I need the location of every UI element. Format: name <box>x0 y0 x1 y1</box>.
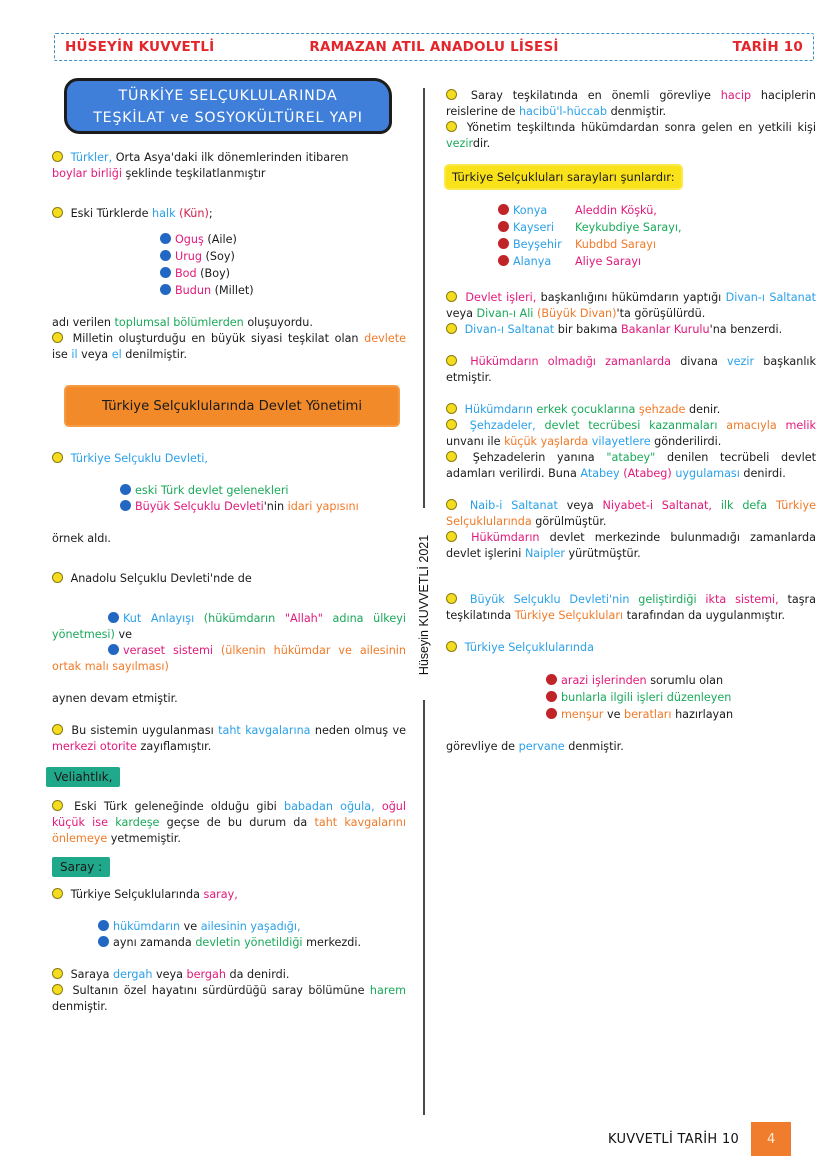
section-title-devlet-yonetimi: Türkiye Selçuklularında Devlet Yönetimi <box>66 387 398 425</box>
header-school: RAMAZAN ATIL ANADOLU LİSESİ <box>309 39 559 55</box>
page-number-badge: 4 <box>751 1122 791 1156</box>
paragraph-sehzade: Hükümdarın erkek çocuklarına şehzade denir. <box>446 402 816 418</box>
yellow-bullet-icon <box>446 641 457 652</box>
paragraph-naib: Naib-i Saltanat veya Niyabet-i Saltanat, ilk defa Türkiye Selçuklularında görülmüştür. <box>446 499 817 528</box>
list-item: Bod (Boy) <box>160 265 406 282</box>
blue-bullet-icon <box>108 644 119 655</box>
tag-veliahtlik: Veliahtlık, <box>46 767 120 787</box>
yellow-bullet-icon <box>52 452 63 463</box>
page-title: TÜRKİYE SELÇUKLULARINDA TEŞKİLAT ve SOSYOKÜLTÜREL YAPI <box>64 78 392 134</box>
header-subject: TARİH 10 <box>732 39 803 55</box>
blue-bullet-icon <box>160 250 171 261</box>
yellow-bullet-icon <box>446 419 457 430</box>
blue-bullet-icon <box>98 936 109 947</box>
paragraph-aynen: aynen devam etmiştir. <box>52 692 178 705</box>
paragraph-turkiye-selcuklularinda: Türkiye Selçuklularında <box>446 640 816 656</box>
blue-bullet-icon <box>98 920 109 931</box>
list-item: Beyşehir Kubdbd Sarayı <box>498 236 816 253</box>
social-units-list <box>52 231 406 299</box>
red-bullet-icon <box>546 708 557 719</box>
blue-bullet-icon <box>160 284 171 295</box>
yellow-bullet-icon <box>446 593 457 604</box>
paragraph-dergah: Saraya dergah veya bergah da denirdi. <box>52 967 406 983</box>
list-item: eski Türk devlet gelenekleri <box>120 483 406 499</box>
yellow-bullet-icon <box>446 499 457 510</box>
blue-bullet-icon <box>160 267 171 278</box>
paragraph-divan: Divan-ı Saltanat bir bakıma Bakanlar Kurulu'na benzerdi. <box>446 322 816 338</box>
red-bullet-icon <box>498 255 509 266</box>
page-footer <box>608 1122 791 1156</box>
paragraph-ornek: örnek aldı. <box>52 532 111 545</box>
yellow-bullet-icon <box>446 355 457 366</box>
list-item: Urug (Soy) <box>160 248 406 265</box>
paragraph-halk: Eski Türklerde halk (Kün); <box>52 206 406 222</box>
header-author: HÜSEYİN KUVVETLİ <box>65 39 215 55</box>
paragraph-turkiye-selcuklu: Türkiye Selçuklu Devleti, <box>52 451 406 467</box>
yellow-bullet-icon <box>52 800 63 811</box>
column-divider-bottom <box>423 700 425 1115</box>
yellow-bullet-icon <box>52 572 63 583</box>
yellow-bullet-icon <box>446 323 457 334</box>
blue-bullet-icon <box>120 500 131 511</box>
yellow-bullet-icon <box>52 151 63 162</box>
yellow-bullet-icon <box>446 451 457 462</box>
paragraph-divana-vezir: Hükümdarın olmadığı zamanlarda divana vezir başkanlık etmiştir. <box>446 355 817 384</box>
list-item: Kayseri Keykubdiye Sarayı, <box>498 219 816 236</box>
right-column <box>446 88 816 755</box>
paragraph-kut: Kut Anlayışı (hükümdarın "Allah" adına ülkeyi yönetmesi) ve <box>52 612 406 641</box>
vertical-credit: Hüseyin KUVVETLİ 2021 <box>417 534 432 676</box>
list-item: Konya Aleddin Köşkü, <box>498 202 816 219</box>
red-bullet-icon <box>546 691 557 702</box>
page-header <box>54 33 814 61</box>
paragraph-eski-turk: Eski Türk geleneğinde olduğu gibi babadan oğula, oğul küçük ise kardeşe geçse de bu durum da taht kavgalarını önlemeye yetmemiştir. <box>52 800 406 845</box>
paragraph-sehzadeler: Şehzadeler, devlet tecrübesi kazanmaları amacıyla melik unvanı ile küçük yaşlarda vilayetlere gönderilirdi. <box>446 419 816 448</box>
list-item: arazi işlerinden sorumlu olan <box>546 672 816 689</box>
list-item: hükümdarın ve ailesinin yaşadığı, <box>98 919 406 935</box>
yellow-bullet-icon <box>52 724 63 735</box>
red-bullet-icon <box>498 221 509 232</box>
tag-saray: Saray : <box>52 857 110 877</box>
paragraph-turkler: Türkler, Orta Asya'daki ilk dönemlerinden itibaren boylar birliği şeklinde teşkilatlanmıştır <box>52 151 349 180</box>
blue-bullet-icon <box>120 484 131 495</box>
list-item: Oguş (Aile) <box>160 231 406 248</box>
paragraph-millet: Milletin oluşturduğu en büyük siyasi teşkilat olan devlete ise il veya el denilmiştir. <box>52 332 406 361</box>
paragraph-hacip: Saray teşkilatında en önemli görevliye hacip haciplerin reislerine de hacibü'l-hüccab denmiştir. <box>446 89 817 118</box>
yellow-bullet-icon <box>446 531 457 542</box>
paragraph-devlet-isleri: Devlet işleri, başkanlığını hükümdarın yaptığı Divan-ı Saltanat veya Divan-ı Ali (Büyük Divan)'ta görüşülürdü. <box>446 291 816 320</box>
paragraph-vezir: Yönetim teşkiltında hükümdardan sonra gelen en yetkili kişi vezirdir. <box>446 121 816 150</box>
yellow-bullet-icon <box>52 207 63 218</box>
palaces-list <box>446 202 816 270</box>
paragraph-atabey: Şehzadelerin yanına "atabey" denilen tecrübeli devlet adamları verilirdi. Buna Atabey (Atabeg) uygulaması denirdi. <box>446 451 817 480</box>
paragraph-saray: Türkiye Selçuklularında saray, <box>52 887 406 903</box>
list-item: aynı zamanda devletin yönetildiği merkezdi. <box>98 935 406 951</box>
paragraph-harem: Sultanın özel hayatını sürdürdüğü saray bölümüne harem denmiştir. <box>52 984 406 1013</box>
paragraph-ikta: Büyük Selçuklu Devleti'nin geliştirdiği ikta sistemi, taşra teşkilatında Türkiye Selçukluları tarafından da uygulanmıştır. <box>446 593 817 622</box>
list-item: Budun (Millet) <box>160 282 406 299</box>
column-divider-top <box>423 88 425 508</box>
blue-bullet-icon <box>108 612 119 623</box>
pervane-list <box>446 672 816 723</box>
saray-list <box>52 919 406 951</box>
highlight-palaces-title: Türkiye Selçukluları sarayları şunlardır: <box>446 166 681 188</box>
yellow-bullet-icon <box>446 89 457 100</box>
yellow-bullet-icon <box>52 968 63 979</box>
paragraph-pervane: görevliye de pervane denmiştir. <box>446 740 624 753</box>
yellow-bullet-icon <box>446 403 457 414</box>
left-column <box>52 78 406 1015</box>
list-item: menşur ve beratları hazırlayan <box>546 706 816 723</box>
yellow-bullet-icon <box>446 291 457 302</box>
red-bullet-icon <box>498 204 509 215</box>
red-bullet-icon <box>498 238 509 249</box>
paragraph-naipler: Hükümdarın devlet merkezinde bulunmadığı zamanlarda devlet işlerini Naipler yürütmüştür. <box>446 531 816 560</box>
list-item: Alanya Aliye Sarayı <box>498 253 816 270</box>
footer-label: KUVVETLİ TARİH 10 <box>608 1131 740 1147</box>
paragraph-veraset: veraset sistemi (ülkenin hükümdar ve ailesinin ortak malı sayılması) <box>52 644 407 673</box>
yellow-bullet-icon <box>52 888 63 899</box>
blue-bullet-icon <box>160 233 171 244</box>
list-item: bunlarla ilgili işleri düzenleyen <box>546 689 816 706</box>
red-bullet-icon <box>546 674 557 685</box>
models-list <box>52 483 406 515</box>
list-item: Büyük Selçuklu Devleti'nin idari yapısını <box>120 499 406 515</box>
yellow-bullet-icon <box>52 984 63 995</box>
yellow-bullet-icon <box>446 121 457 132</box>
paragraph-anadolu: Anadolu Selçuklu Devleti'nde de <box>52 571 406 587</box>
paragraph-toplumsal: adı verilen toplumsal bölümlerden oluşuyordu. <box>52 316 313 329</box>
yellow-bullet-icon <box>52 332 63 343</box>
paragraph-bu-sistem: Bu sistemin uygulanması taht kavgalarına neden olmuş ve merkezi otorite zayıflamıştır. <box>52 724 407 753</box>
